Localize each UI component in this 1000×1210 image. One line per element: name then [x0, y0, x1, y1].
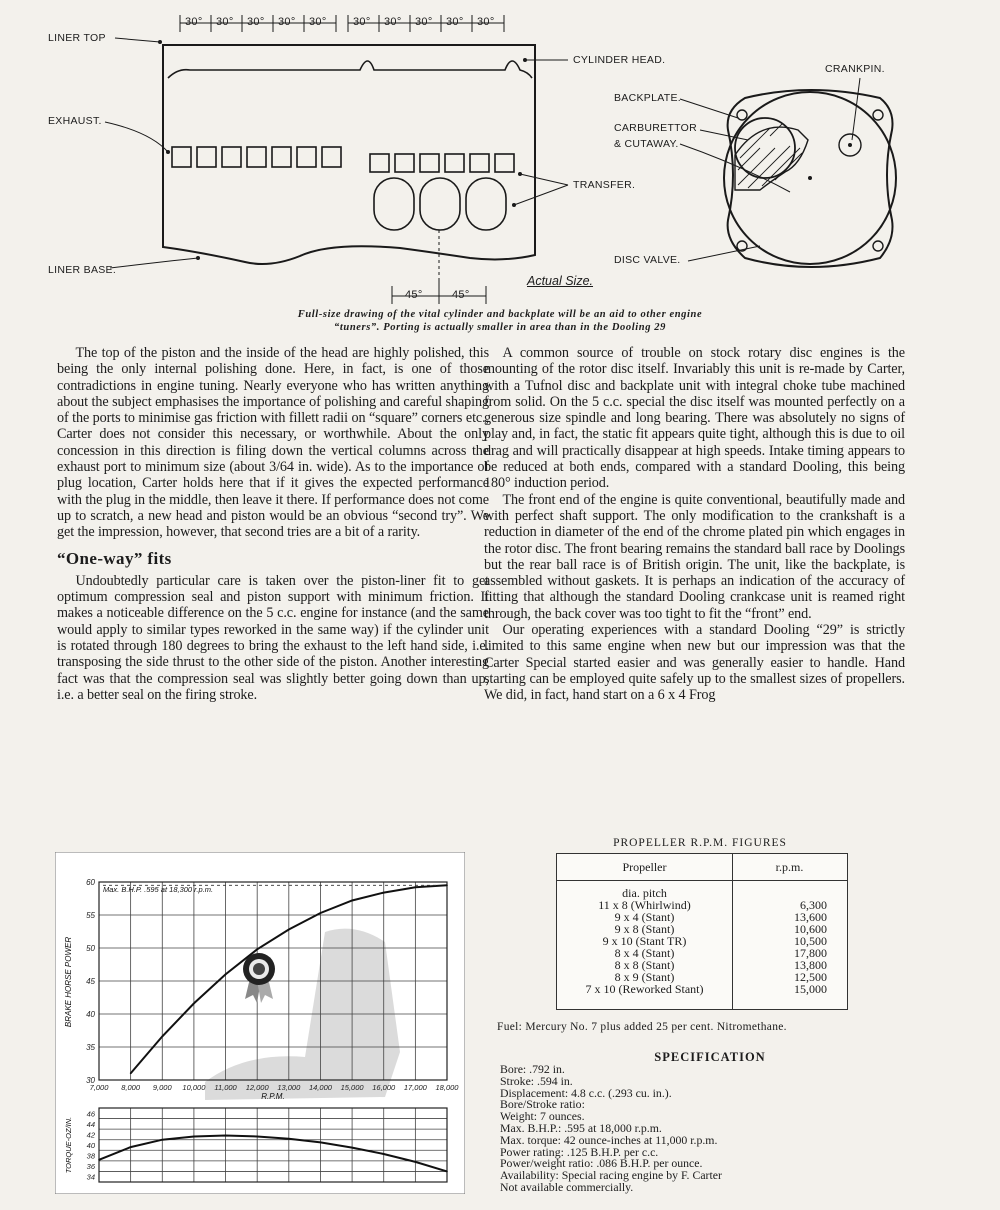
spec-line: Displacement: 4.8 c.c. (.293 cu. in.). — [500, 1085, 672, 1100]
spec-line: Not available commercially. — [500, 1179, 634, 1194]
y-tick-label: 40 — [86, 1010, 95, 1019]
dim-30-4: 30° — [278, 16, 296, 28]
cylinder-head-line — [168, 61, 532, 78]
x-axis-label: R.P.M. — [261, 1092, 285, 1101]
x-tick-label: 14,000 — [308, 1083, 332, 1092]
y-tick-label: 44 — [86, 1119, 95, 1129]
bhp-point — [415, 886, 417, 888]
spec-line: Bore/Stroke ratio: — [500, 1097, 585, 1112]
y-tick-label: 35 — [86, 1043, 95, 1052]
y-tick-label: 38 — [86, 1151, 95, 1161]
prop-cell: 7 x 10 (Reworked Stant) — [585, 982, 704, 996]
x-tick-label: 12,000 — [245, 1083, 269, 1092]
label-crankpin: CRANKPIN. — [825, 63, 885, 75]
x-tick-label: 17,000 — [403, 1083, 427, 1092]
dim-30-1: 30° — [185, 16, 203, 28]
x-tick-label: 11,000 — [214, 1083, 237, 1092]
x-tick-label: 7,000 — [89, 1083, 109, 1092]
dim-45-2: 45° — [452, 289, 470, 301]
label-cylinder-head: CYLINDER HEAD. — [573, 54, 666, 66]
y-tick-label: 45 — [86, 977, 95, 986]
y-axis-label: BRAKE HORSE POWER — [64, 936, 73, 1028]
y-tick-label: 42 — [86, 1130, 95, 1140]
prop-subheader: dia. pitch — [622, 886, 667, 900]
performance-chart — [55, 852, 465, 1194]
left-column — [57, 345, 489, 703]
label-carburettor: CARBURETTOR — [614, 122, 698, 134]
bhp-point — [225, 974, 227, 976]
x-tick-label: 16,000 — [372, 1083, 396, 1092]
chart-title: Max. B.H.P. .595 at 18,300 r.p.m. — [103, 885, 214, 894]
x-tick-label: 9,000 — [152, 1083, 172, 1092]
prop-table-title: PROPELLER R.P.M. FIGURES — [613, 837, 787, 849]
bhp-point — [288, 929, 290, 931]
label-cutaway: & CUTAWAY. — [614, 138, 679, 150]
rpm-cell: 13,800 — [794, 958, 827, 972]
torque-point — [288, 1138, 290, 1140]
x-tick-label: 8,000 — [121, 1083, 141, 1092]
prop-cell: 11 x 8 (Whirlwind) — [598, 898, 691, 912]
x-tick-label: 18,000 — [435, 1083, 459, 1092]
rpm-cell: 6,300 — [800, 898, 827, 912]
label-disc-valve: DISC VALVE. — [614, 254, 681, 266]
y-tick-label: 46 — [86, 1109, 95, 1119]
dim-30-3: 30° — [247, 16, 265, 28]
prop-table — [556, 853, 848, 1010]
right-paragraph-2: The front end of the engine is quite conventional, beautifully made and with perfect shaft support. The only modification to the crankshaft is a reduction in diameter of the end of the chrome plated pin which engages in the rotor disc. The front bearing remains the standard ball race by Doolings but the rear ball race is of British origin. The unit, like the backplate, is assembled without gaskets. It is perhaps an indication of the accuracy of fitting that although the standard Dooling crankcase unit is reamed right through, the back cover was too tight to fit the “front” end. — [484, 491, 905, 622]
cylinder-backplate-drawing — [0, 0, 1000, 308]
torque-point — [225, 1135, 227, 1137]
torque-point — [383, 1153, 385, 1155]
specification-title: SPECIFICATION — [654, 1050, 766, 1064]
bhp-point — [383, 892, 385, 894]
y-tick-label: 50 — [86, 944, 95, 953]
transfer-ports — [370, 154, 514, 230]
torque-axis-label: TORQUE-OZ/IN. — [64, 1116, 73, 1174]
rpm-cell: 15,000 — [794, 982, 827, 996]
spec-line: Bore: .792 in. — [500, 1062, 565, 1076]
spec-line: Weight: 7 ounces. — [500, 1109, 585, 1124]
label-backplate: BACKPLATE. — [614, 92, 681, 104]
rpm-cell: 13,600 — [794, 910, 827, 924]
specification-list — [500, 1064, 960, 1194]
label-transfer: TRANSFER. — [573, 179, 636, 191]
right-paragraph-3: Our operating experiences with a standard Dooling “29” is strictly limited to this same engine when new but our impression was that the Carter Special started easier and was generally easier to handle. Hand starting can be employed quite safely up to the smallest sizes of propellers. We did, in fact, hand start on a 6 x 4 Frog — [484, 622, 905, 704]
spec-line: Max. torque: 42 ounce-inches at 11,000 r.p.m. — [500, 1132, 718, 1147]
bhp-point — [256, 949, 258, 951]
caption-line-2: “tuners”. Porting is actually smaller in area than in the Dooling 29 — [334, 322, 666, 333]
spec-line: Power/weight ratio: .086 B.H.P. per ounce. — [500, 1156, 703, 1171]
y-tick-label: 40 — [86, 1141, 95, 1150]
spec-line: Availability: Special racing engine by F. Carter — [500, 1168, 722, 1183]
table-row — [557, 983, 847, 995]
torque-point — [320, 1142, 322, 1144]
x-tick-label: 13,000 — [277, 1083, 301, 1092]
figure-caption — [150, 308, 850, 334]
dim-30-9: 30° — [446, 16, 464, 28]
torque-point — [446, 1171, 448, 1173]
torque-point — [256, 1136, 258, 1138]
spec-line: Max. B.H.P.: .595 at 18,000 r.p.m. — [500, 1120, 662, 1135]
torque-point — [351, 1147, 353, 1149]
y-tick-label: 30 — [86, 1076, 95, 1085]
y-tick-label: 60 — [86, 878, 95, 887]
bhp-point — [130, 1073, 132, 1075]
x-tick-label: 15,000 — [340, 1083, 364, 1092]
x-tick-label: 10,000 — [182, 1083, 206, 1092]
prop-cell: 8 x 8 (Stant) — [614, 958, 675, 972]
dim-30-5: 30° — [309, 16, 327, 28]
prop-cell: 9 x 4 (Stant) — [614, 910, 675, 924]
prop-cell: 9 x 8 (Stant) — [614, 922, 675, 936]
torque-point — [98, 1159, 100, 1161]
dim-45-1: 45° — [405, 289, 423, 301]
cutaway-hatching — [738, 124, 802, 188]
left-paragraph-1: The top of the piston and the inside of the head are highly polished, this being the only internal polishing done. Here, in fact, is one of those contradictions in engine tuning. Nearly everyone who has written anything about the subject emphasises the importance of polishing and careful shaping of the ports to minimise gas friction with fillett radii on “square” corners etc., Carter does not consider this necessary, or worthwhile. About the only concession in this direction is filing down the vertical columns across the exhaust port to minimum size (about 3/64 in. wide). As to the importance of plug location, Carter holds here that if it gives the expected performance with the plug in the middle, then leave it there. If performance does not come up to scratch, a new head and piston would be an obvious “second try”. We get the impression, however, that second tries are a bit of a rarity. — [57, 345, 489, 541]
torque-point — [161, 1139, 163, 1141]
dim-30-6: 30° — [353, 16, 371, 28]
spec-line: Power rating: .125 B.H.P. per c.c. — [500, 1144, 659, 1159]
y-tick-label: 34 — [86, 1172, 95, 1182]
prop-cell: 8 x 9 (Stant) — [614, 970, 675, 984]
right-paragraph-1: A common source of trouble on stock rotary disc engines is the mounting of the rotor disc itself. Invariably this unit is re-made by Carter, with a Tufnol disc and backplate unit with integral choke tube machined from solid. On the 5 c.c. special the disc itself was mounted perfectly on a generous size spindle and long bearing. There was absolutely no signs of play and, in fact, the static fit appears quite tight, although this is due to oil drag and will practically disappear at high speeds. Intake timing appears to be reduced at both ends, compared with a standard Dooling, this being 180° induction period. — [484, 345, 905, 492]
bhp-point — [161, 1036, 163, 1038]
bhp-point — [351, 900, 353, 902]
rpm-cell: 17,800 — [794, 946, 827, 960]
label-liner-base: LINER BASE. — [48, 264, 117, 276]
label-actual-size: Actual Size. — [527, 274, 594, 288]
dim-30-10: 30° — [477, 16, 495, 28]
spec-line: Stroke: .594 in. — [500, 1073, 573, 1088]
dim-30-7: 30° — [384, 16, 402, 28]
section-heading-one-way-fits: “One-way” fits — [57, 548, 172, 568]
label-exhaust: EXHAUST. — [48, 115, 102, 127]
left-paragraph-2: Undoubtedly particular care is taken over the piston-liner fit to get optimum compression seal and piston support with minimum friction. It makes a noticeable difference on the 5 c.c. engine for instance (and the same would apply to similar types reworked in the same way) if the cylinder unit is rotated through 180 degrees to bring the exhaust to the left hand side, i.e. transposing the side thrust to the other side of the piston. Another interesting fact was that the compression seal was slightly better going down than up, i.e. a better seal on the firing stroke. — [57, 572, 489, 703]
torque-point — [130, 1146, 132, 1148]
torque-point — [415, 1161, 417, 1163]
bhp-point — [193, 1003, 195, 1005]
rpm-cell: 12,500 — [794, 970, 827, 984]
rpm-cell: 10,500 — [794, 934, 827, 948]
rpm-cell: 10,600 — [794, 922, 827, 936]
y-tick-label: 36 — [86, 1162, 95, 1172]
y-tick-label: 55 — [86, 911, 95, 920]
rpm-col-header: r.p.m. — [732, 854, 847, 881]
bhp-point — [320, 912, 322, 914]
prop-cell: 9 x 10 (Stant TR) — [602, 934, 687, 948]
prop-col-header: Propeller — [557, 854, 732, 881]
torque-point — [193, 1136, 195, 1138]
chart-frame — [55, 852, 465, 1194]
prop-cell: 8 x 4 (Stant) — [614, 946, 675, 960]
fuel-note: Fuel: Mercury No. 7 plus added 25 per cent. Nitromethane. — [497, 1021, 787, 1033]
exhaust-ports — [172, 147, 341, 167]
caption-line-1: Full-size drawing of the vital cylinder and backplate will be an aid to other engine — [297, 309, 703, 320]
label-liner-top: LINER TOP — [48, 32, 106, 44]
dim-30-2: 30° — [216, 16, 234, 28]
right-column — [484, 345, 905, 704]
dim-30-8: 30° — [415, 16, 433, 28]
bhp-point — [446, 885, 448, 887]
